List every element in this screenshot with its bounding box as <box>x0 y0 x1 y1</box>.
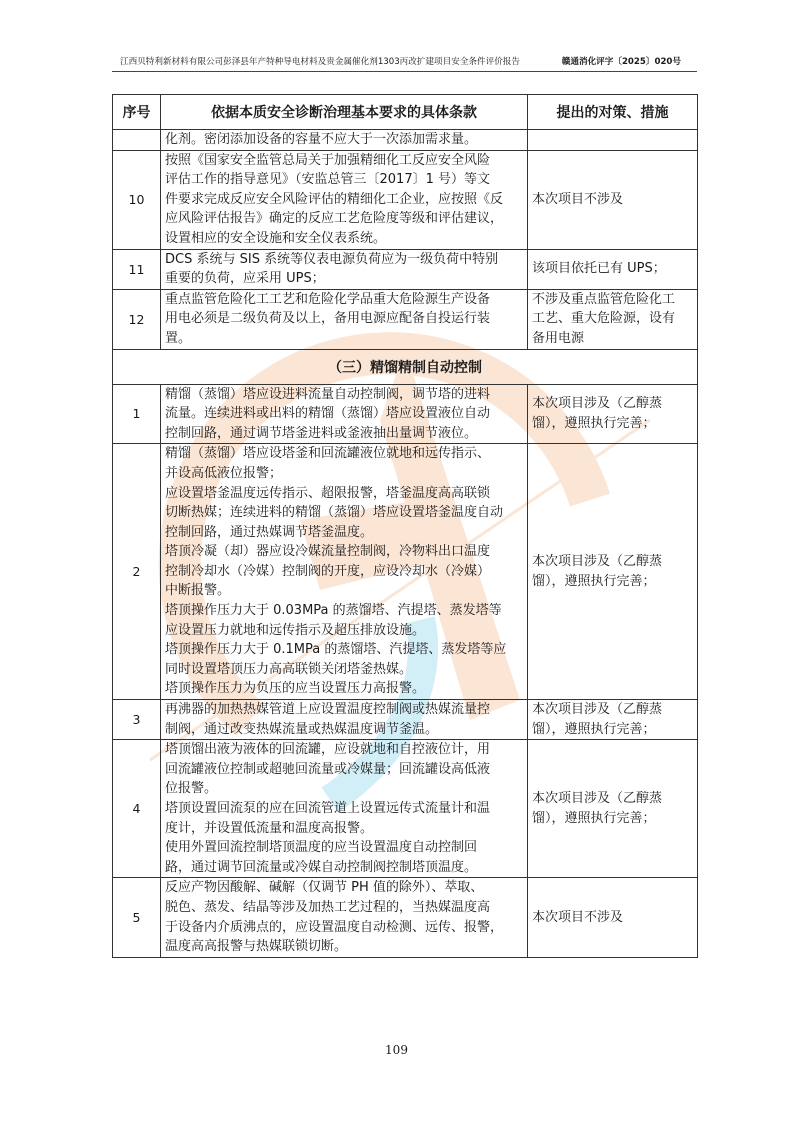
clause-line: 度计，并设置低流量和温度高报警。 <box>165 820 374 836</box>
clause-line: 按照《国家安全监管总局关于加强精细化工反应安全风险 <box>165 152 491 168</box>
row-clause <box>161 150 528 249</box>
clause-line: 位报警。 <box>165 781 218 797</box>
clause-line: 置。 <box>165 330 192 346</box>
clause-line: 制阀，通过改变热媒流量或热媒温度调节釜温。 <box>165 721 439 737</box>
header-measure: 提出的对策、措施 <box>528 95 698 130</box>
row-number: 11 <box>113 249 161 289</box>
table-row <box>113 150 698 249</box>
clause-line: 评估工作的指导意见》（安监总管三〔2017〕1 号）等文 <box>165 172 490 188</box>
clause-line: 控制冷却水（冷媒）控制阀的开度，应设冷却水（冷媒） <box>165 563 491 579</box>
measure-line: 馏），遵照执行完善； <box>532 415 656 431</box>
clause-line: 控制回路，通过调节塔釜进料或釜液抽出量调节液位。 <box>165 425 478 441</box>
measure-line: 不涉及重点监管危险化工 <box>532 291 676 307</box>
clause-line: 流量。连续进料或出料的精馏（蒸馏）塔应设置液位自动 <box>165 406 491 422</box>
clause-line: 中断报警。 <box>165 583 231 599</box>
row-number: 4 <box>113 740 161 878</box>
section-row <box>113 349 698 384</box>
row-measure <box>528 289 698 349</box>
row-number: 12 <box>113 289 161 349</box>
measure-line: 该项目依托已有 UPS； <box>532 261 666 277</box>
clause-line: 精馏（蒸馏）塔应设进料流量自动控制阀，调节塔的进料 <box>165 386 491 402</box>
clause-line: 并设高低液位报警； <box>165 465 283 481</box>
clause-line: 精馏（蒸馏）塔应设塔釜和回流罐液位就地和远传指示、 <box>165 446 491 462</box>
row-measure <box>528 700 698 740</box>
clause-line: 塔顶设置回流泵的应在回流管道上设置远传式流量计和温 <box>165 801 491 816</box>
table-row <box>113 740 698 878</box>
measure-line: 备用电源 <box>532 330 585 346</box>
row-clause <box>161 289 528 349</box>
measure-line: 本次项目不涉及 <box>532 909 624 925</box>
table-row <box>113 878 698 957</box>
clause-line: 重要的负荷，应采用 UPS； <box>165 271 325 287</box>
table-row <box>113 289 698 349</box>
clause-line: 同时设置塔顶压力高高联锁关闭塔釜热媒。 <box>165 661 413 677</box>
clause-line: 用电必须是二级负荷及以上，备用电源应配备自投运行装 <box>165 311 491 327</box>
measure-line: 本次项目涉及（乙醇蒸 <box>532 554 663 570</box>
table-row <box>113 444 698 700</box>
measure-line: 馏），遵照执行完善； <box>532 810 656 826</box>
row-measure <box>528 249 698 289</box>
header-divider <box>112 71 697 72</box>
clause-line: 温度高高报警与热媒联锁切断。 <box>165 939 348 955</box>
row-number: 3 <box>113 700 161 740</box>
clause-line: 切断热媒；连续进料的精馏（蒸馏）塔应设置塔釜温度自动 <box>165 505 504 521</box>
row-measure <box>528 740 698 878</box>
clause-line: 使用外置回流控制塔顶温度的应当设置温度自动控制回 <box>165 840 478 856</box>
clause-line: 设置相应的安全设施和安全仪表系统。 <box>165 230 387 246</box>
measure-line: 本次项目涉及（乙醇蒸 <box>532 791 663 807</box>
row-number: 10 <box>113 150 161 249</box>
clause-line: 塔顶馏出液为液体的回流罐，应设就地和自控液位计，用 <box>165 742 491 758</box>
section-title: （三）精馏精制自动控制 <box>113 349 698 384</box>
row-number: 2 <box>113 444 161 700</box>
clause-line: 控制回路，通过热媒调节塔釜温度。 <box>165 524 374 540</box>
row-measure <box>528 444 698 700</box>
measure-line: 本次项目不涉及 <box>532 191 624 207</box>
clause-line: 塔顶操作压力大于 0.1MPa 的蒸馏塔、汽提塔、蒸发塔等应 <box>165 642 507 658</box>
measure-line: 馏），遵照执行完善； <box>532 573 656 589</box>
row-clause <box>161 700 528 740</box>
header-document-number: 赣通消化评字〔2025〕020号 <box>561 57 681 67</box>
row-clause <box>161 740 528 878</box>
clause-line: 再沸器的加热热媒管道上应设置温度控制阀或热媒流量控 <box>165 702 491 718</box>
clause-line: 应设置塔釜温度远传指示、超限报警，塔釜温度高高联锁 <box>165 485 491 501</box>
row-clause <box>161 130 528 151</box>
clause-line: 件要求完成反应安全风险评估的精细化工企业，应按照《反 <box>165 191 504 207</box>
clause-line: 于设备内介质沸点的，应设置温度自动检测、远传、报警， <box>165 919 504 935</box>
requirements-table <box>112 94 698 958</box>
table-row <box>113 384 698 444</box>
row-measure <box>528 130 698 151</box>
table-header-row <box>113 95 698 130</box>
row-clause <box>161 249 528 289</box>
header-clause: 依据本质安全诊断治理基本要求的具体条款 <box>161 95 528 130</box>
row-measure <box>528 384 698 444</box>
page-number: 109 <box>385 1043 408 1057</box>
header-report-title: 江西贝特利新材料有限公司彭泽县年产特种导电材料及贵金属催化剂1303丙改扩建项目安全条件评价报告 <box>120 57 520 67</box>
clause-line: 回流罐液位控制或超驰回流量或冷媒量；回流罐设高低液 <box>165 761 491 777</box>
clause-line: 应设置压力就地和远传指示及超压排放设施。 <box>165 622 426 638</box>
header-serial: 序号 <box>113 95 161 130</box>
clause-line: DCS 系统与 SIS 系统等仪表电源负荷应为一级负荷中特别 <box>165 251 499 267</box>
row-number: 1 <box>113 384 161 444</box>
clause-line: 塔顶操作压力为负压的应当设置压力高报警。 <box>165 681 426 697</box>
clause-line: 脱色、蒸发、结晶等涉及加热工艺过程的，当热媒温度高 <box>165 899 491 915</box>
measure-line: 馏），遵照执行完善； <box>532 721 656 737</box>
row-measure <box>528 150 698 249</box>
table-row-continuation <box>113 130 698 151</box>
table-row <box>113 700 698 740</box>
clause-line: 重点监管危险化工工艺和危险化学品重大危险源生产设备 <box>165 291 491 307</box>
row-clause <box>161 384 528 444</box>
clause-line: 反应产物因酸解、碱解（仅调节 PH 值的除外）、萃取、 <box>165 880 484 896</box>
clause-line: 塔顶操作压力大于 0.03MPa 的蒸馏塔、汽提塔、蒸发塔等 <box>165 603 502 619</box>
row-measure <box>528 878 698 957</box>
row-number <box>113 130 161 151</box>
measure-line: 工艺、重大危险源，设有 <box>532 311 676 327</box>
measure-line: 本次项目涉及（乙醇蒸 <box>532 396 663 412</box>
clause-line: 路，通过调节回流量或冷媒自动控制阀控制塔顶温度。 <box>165 859 478 875</box>
clause-line: 塔顶冷凝（却）器应设冷媒流量控制阀，冷物料出口温度 <box>165 544 491 560</box>
clause-line: 化剂。密闭添加设备的容量不应大于一次添加需求量。 <box>165 132 478 147</box>
row-clause <box>161 878 528 957</box>
row-number: 5 <box>113 878 161 957</box>
measure-line: 本次项目涉及（乙醇蒸 <box>532 702 663 718</box>
table-row <box>113 249 698 289</box>
row-clause <box>161 444 528 700</box>
clause-line: 应风险评估报告》确定的反应工艺危险度等级和评估建议， <box>165 211 504 227</box>
